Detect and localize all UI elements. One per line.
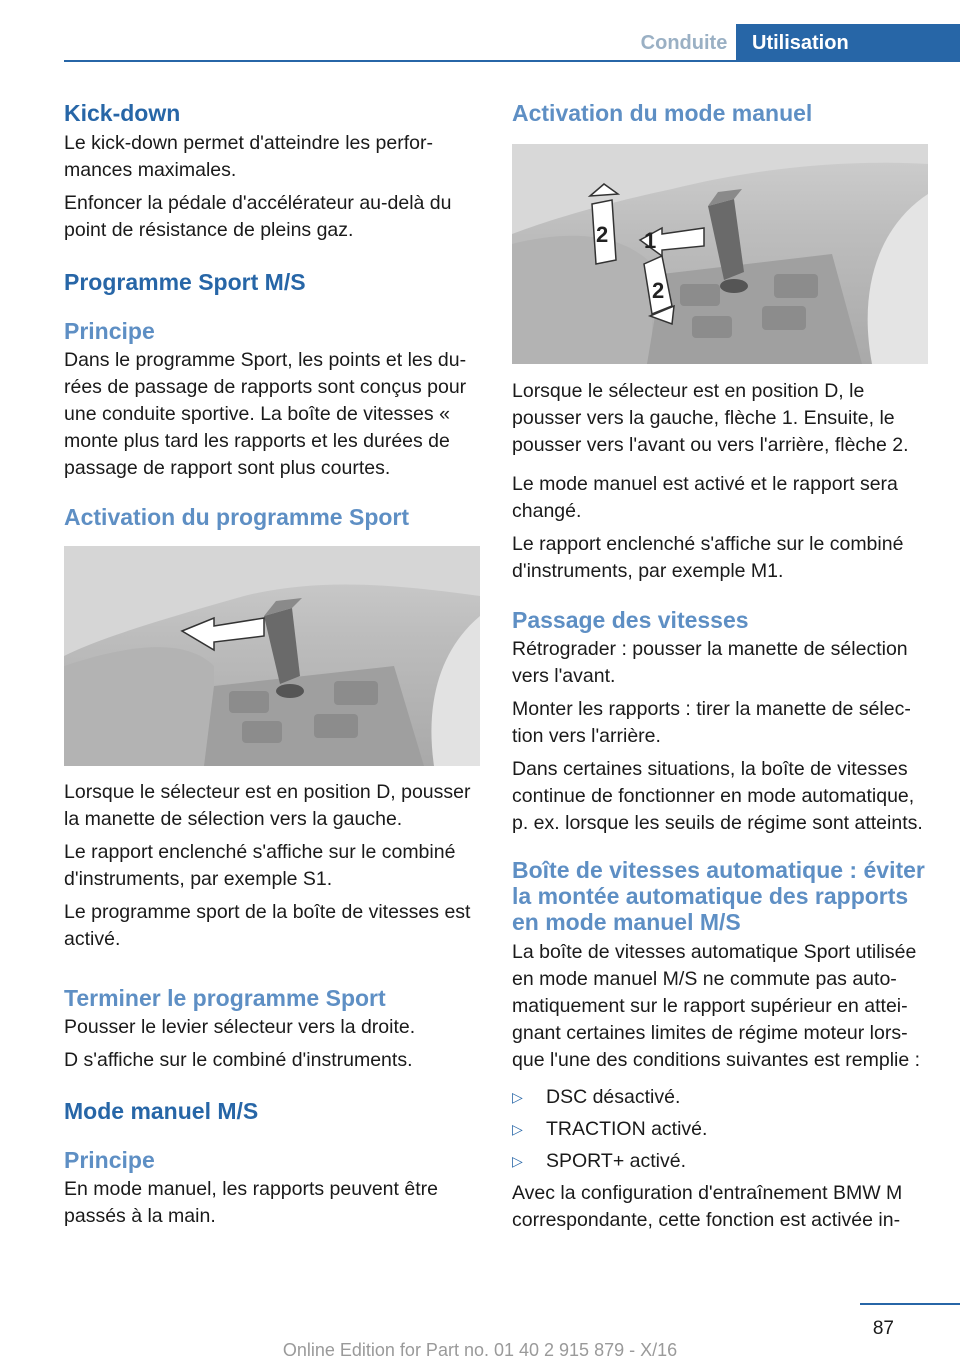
kickdown-paragraph-1: Le kick-down permet d'atteindre les performances maximales. xyxy=(64,132,433,181)
triangle-bullet-icon: ▷ xyxy=(512,1089,523,1105)
sport-program-title: Programme Sport M/S xyxy=(64,269,306,295)
passage-paragraph-2: Monter les rapports : tirer la manette de sélection vers l'arrière. xyxy=(512,698,911,747)
list-item xyxy=(512,1148,928,1175)
header-rule xyxy=(64,60,960,62)
sport-selector-figure xyxy=(64,546,480,766)
manual-mode-title: Mode manuel M/S xyxy=(64,1098,259,1124)
terminer-paragraph-2: D s'affiche sur le combiné d'instruments. xyxy=(64,1049,413,1071)
boite-paragraph-2: Avec la configuration d'entraînement BMW M correspondante, cette fonction est activée in- xyxy=(512,1182,903,1231)
principe-title: Principe xyxy=(64,318,155,344)
triangle-bullet-icon: ▷ xyxy=(512,1121,523,1137)
bullet-text: DSC désactivé. xyxy=(546,1086,681,1108)
principe-manual-paragraph: En mode manuel, les rapports peuvent être passés à la main. xyxy=(64,1178,438,1227)
right-column xyxy=(512,98,928,1234)
bullet-text: SPORT+ activé. xyxy=(546,1150,686,1172)
passage-paragraph-3: Dans certaines situations, la boîte de vitesses continue de fonctionner en mode automatique, p. ex. lorsque les seuils de régime sont atteints. xyxy=(512,758,923,834)
kickdown-title: Kick-down xyxy=(64,100,181,126)
conditions-list xyxy=(512,1084,928,1175)
kickdown-paragraph-2: Enfoncer la pédale d'accélérateur au-delà du point de résistance de pleins gaz. xyxy=(64,192,452,241)
terminer-paragraph-1: Pousser le levier sélecteur vers la droite. xyxy=(64,1016,416,1038)
header-tabs xyxy=(624,24,960,62)
triangle-bullet-icon: ▷ xyxy=(512,1153,523,1169)
page-number: 87 xyxy=(872,1318,894,1339)
figure-label-1: 1 xyxy=(644,228,657,253)
figure-label-2a: 2 xyxy=(596,222,609,247)
terminer-title: Terminer le programme Sport xyxy=(64,985,386,1011)
list-item xyxy=(512,1116,928,1143)
manual-selector-figure xyxy=(512,144,928,364)
edition-footer: Online Edition for Part no. 01 40 2 915 879 - X/16 xyxy=(282,1340,678,1360)
tab-conduite[interactable]: Conduite xyxy=(624,24,736,62)
principe-manual-title: Principe xyxy=(64,1147,155,1173)
sport-activation-paragraph-3: Le programme sport de la boîte de vitesses est activé. xyxy=(64,901,471,950)
manual-activation-paragraph-3: Le rapport enclenché s'affiche sur le combiné d'instruments, par exemple M1. xyxy=(512,533,904,582)
manual-activation-title: Activation du mode manuel xyxy=(512,100,813,126)
manual-activation-paragraph-2: Le mode manuel est activé et le rapport sera changé. xyxy=(512,473,898,522)
passage-paragraph-1: Rétrograder : pousser la manette de sélection vers l'avant. xyxy=(512,638,908,687)
sport-activation-paragraph-2: Le rapport enclenché s'affiche sur le combiné d'instruments, par exemple S1. xyxy=(64,841,456,890)
left-column xyxy=(64,98,480,1230)
boite-title: Boîte de vitesses automatique : éviter la montée automatique des rapports en mode manuel M/S xyxy=(512,857,925,935)
bullet-text: TRACTION activé. xyxy=(546,1118,708,1140)
manual-activation-paragraph-1: Lorsque le sélecteur est en position D, le pousser vers la gauche, flèche 1. Ensuite, le pousser vers l'avant ou vers l'arrière, flèche 2. xyxy=(512,380,909,456)
passage-title: Passage des vitesses xyxy=(512,607,749,633)
figure-label-2b: 2 xyxy=(652,278,665,303)
tab-utilisation[interactable]: Utilisation xyxy=(736,24,960,62)
list-item xyxy=(512,1084,928,1111)
boite-paragraph-1: La boîte de vitesses automatique Sport utilisée en mode manuel M/S ne commute pas automatiquement sur le rapport supérieur en atteignant certaines limites de régime moteur lorsque l'une des conditions suivantes est remplie : xyxy=(512,941,921,1071)
footer-rule xyxy=(860,1303,960,1305)
sport-activation-title: Activation du programme Sport xyxy=(64,504,410,530)
sport-activation-paragraph-1: Lorsque le sélecteur est en position D, pousser la manette de sélection vers la gauche. xyxy=(64,781,471,830)
principe-paragraph: Dans le programme Sport, les points et les durées de passage de rapports sont conçus pour une conduite sportive. La boîte de vitesses « monte plus tard les rapports et les durées de passage de rapport sont plus courtes. xyxy=(64,349,467,479)
